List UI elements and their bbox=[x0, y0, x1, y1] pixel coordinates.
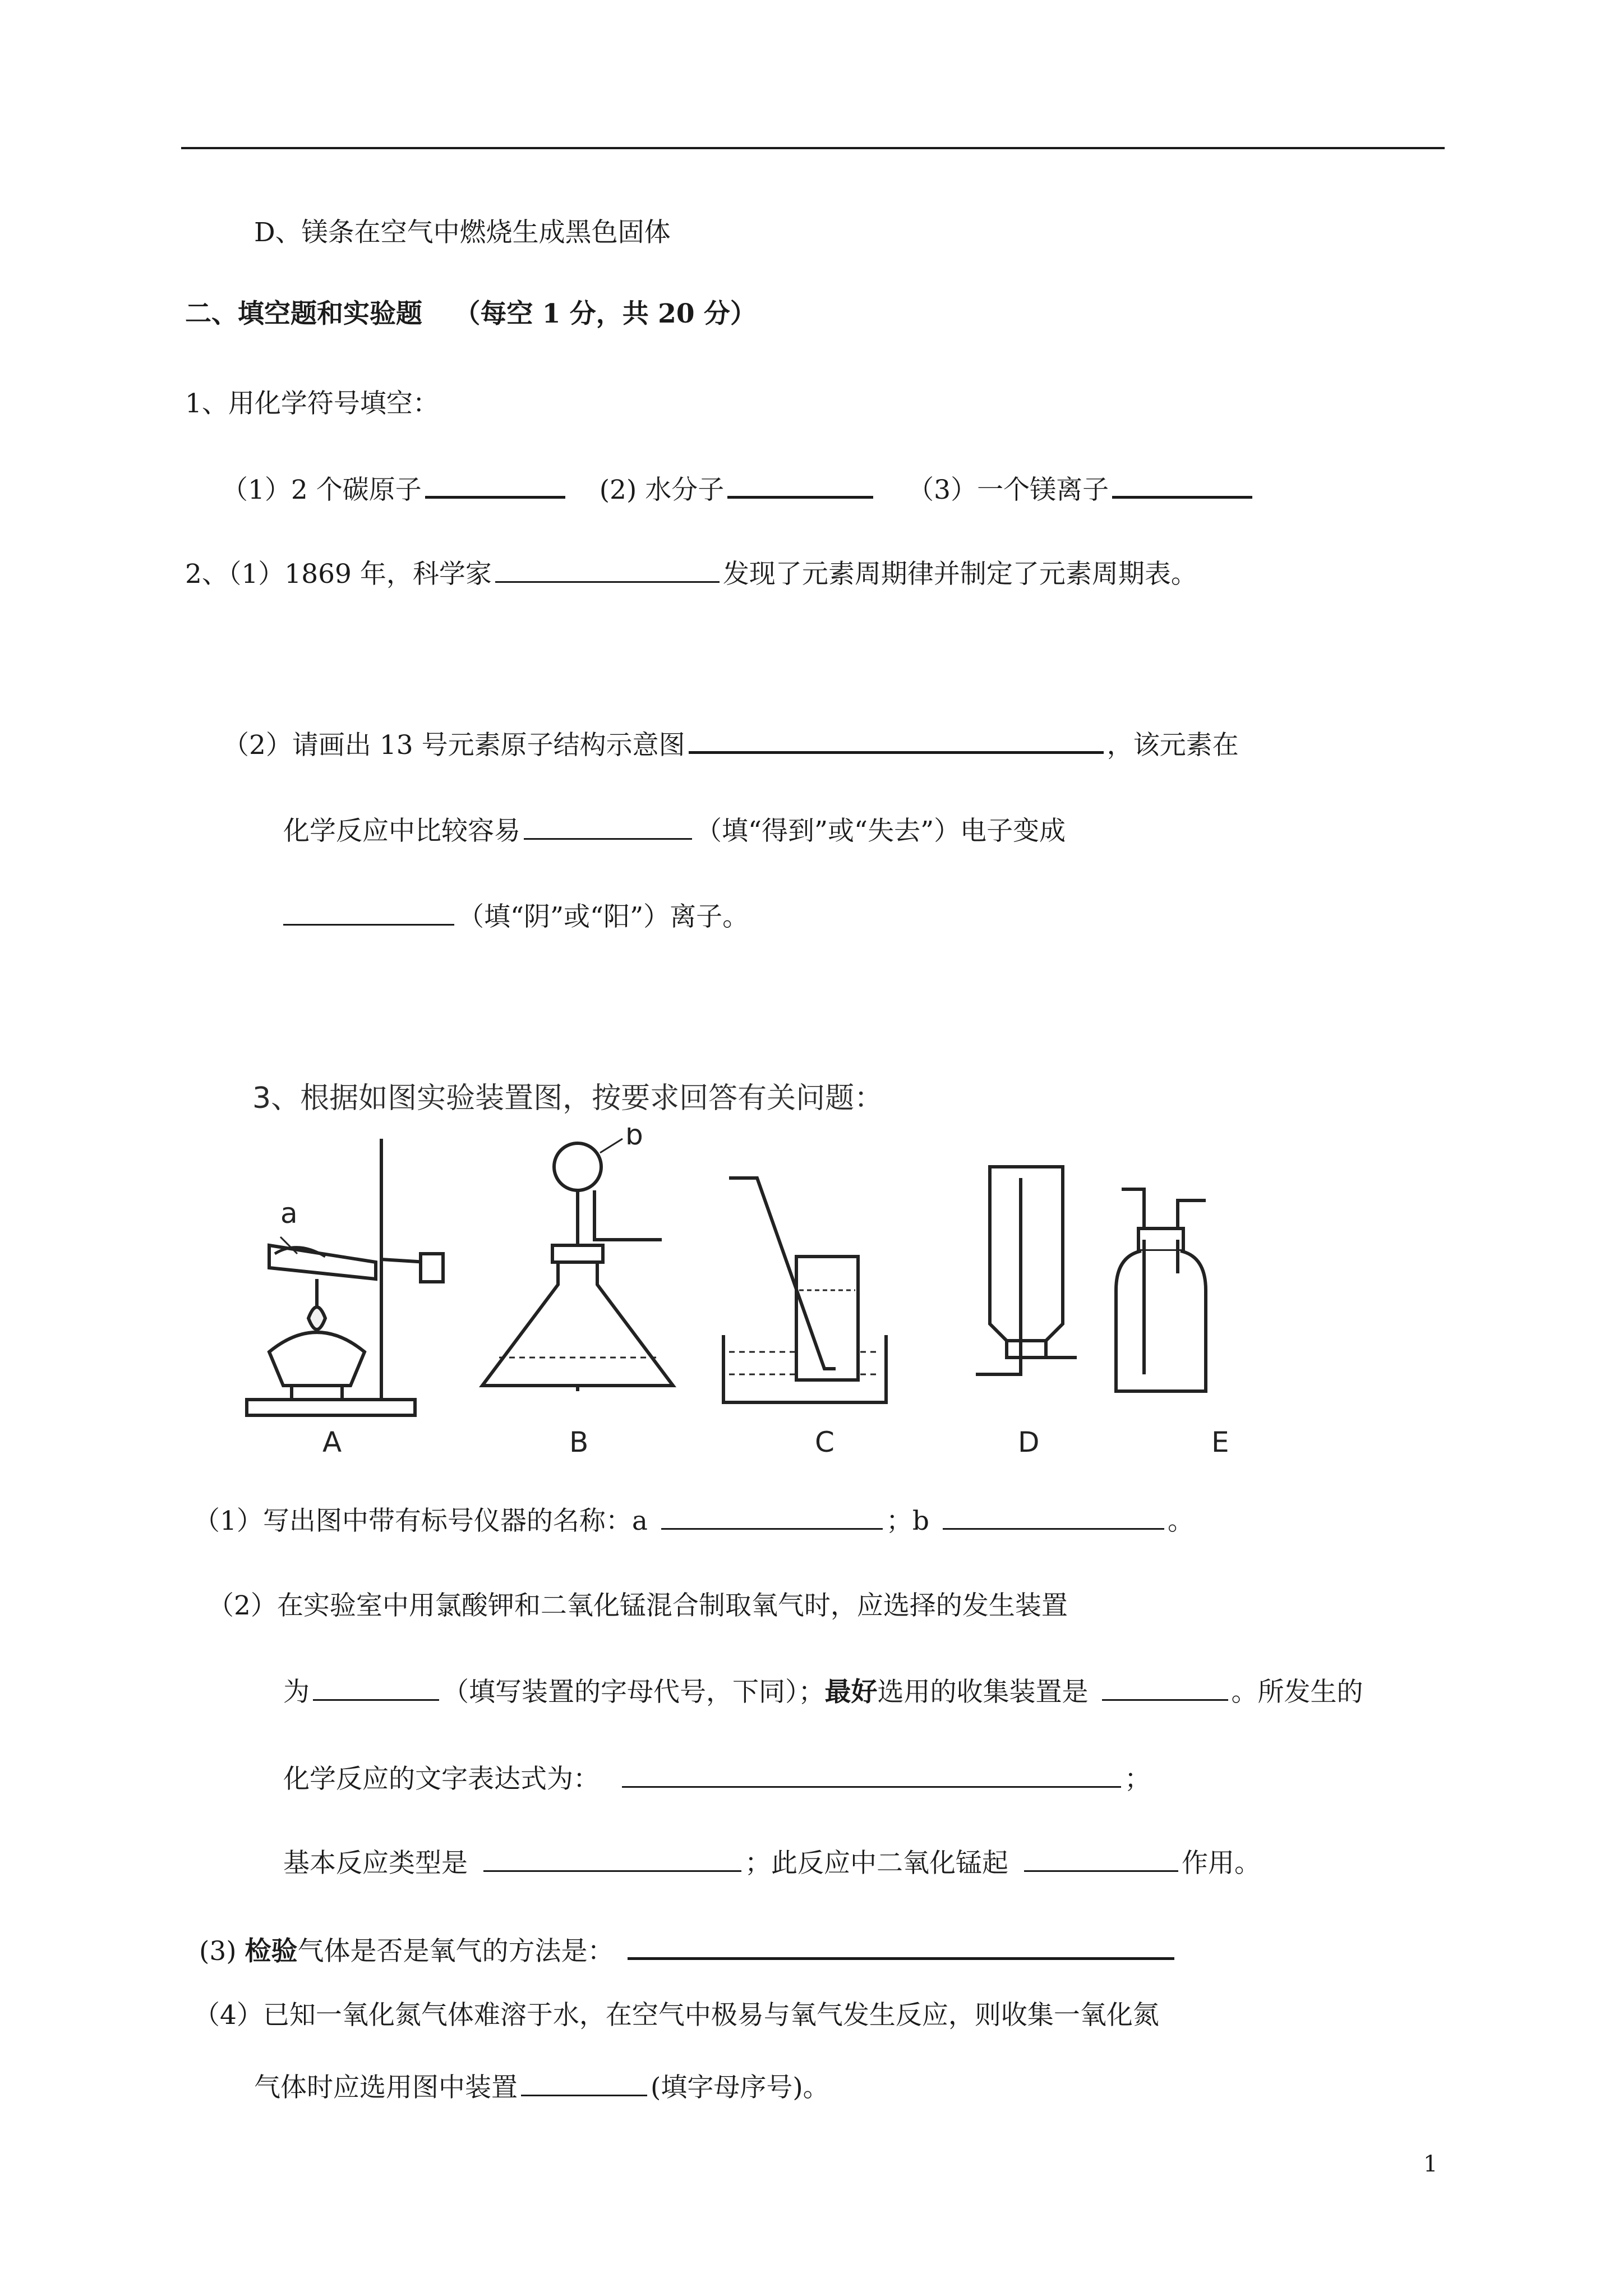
apparatus-a bbox=[247, 1139, 443, 1415]
q3-sub2-line3 bbox=[283, 1761, 1151, 1796]
section2-heading bbox=[185, 297, 757, 331]
q3-reaction-type-blank[interactable] bbox=[483, 1846, 741, 1872]
q3-sub3-bold: 检验 bbox=[245, 1936, 298, 1967]
q3-sub3-prefix: (3) bbox=[199, 1936, 245, 1967]
apparatus-label-a: A bbox=[322, 1426, 342, 1458]
q2-part3-prefix: 化学反应中比较容易 bbox=[283, 816, 520, 846]
q3-sub4-line1: （4）已知一氧化氮气体难溶于水，在空气中极易与氧气发生反应，则收集一氧化氮 bbox=[193, 2000, 1159, 2031]
q3-sub2-line3-label: 化学反应的文字表达式为： bbox=[283, 1764, 600, 1795]
q1-part3-blank[interactable] bbox=[1112, 471, 1252, 499]
label-b: b bbox=[625, 1128, 643, 1151]
q3-title: 3、根据如图实验装置图，按要求回答有关问题： bbox=[252, 1082, 884, 1115]
q2-scientist-blank[interactable] bbox=[495, 556, 720, 583]
q3-sub2-b: （填写装置的字母代号，下同）； bbox=[442, 1677, 825, 1708]
q3-sub1-end: 。 bbox=[1168, 1506, 1195, 1536]
q3-sub2-line4-c: 作用。 bbox=[1182, 1848, 1261, 1879]
q2-electron-blank[interactable] bbox=[524, 813, 692, 840]
q1-part2-label: (2) 水分子 bbox=[599, 475, 725, 505]
section2-score: （每空 1 分，共 20 分） bbox=[454, 298, 757, 329]
q3-sub2-line3-end: ； bbox=[1124, 1764, 1151, 1795]
q2-part4 bbox=[283, 899, 749, 934]
q3-sub2-c: 选用的收集装置是 bbox=[877, 1677, 1089, 1708]
q2-structure-blank[interactable] bbox=[689, 726, 1104, 754]
q2-part3 bbox=[283, 813, 1066, 848]
q2-ion-blank[interactable] bbox=[283, 899, 454, 926]
apparatus-label-d: D bbox=[1018, 1426, 1040, 1458]
q2-part3-suffix: （填“得到”或“失去”）电子变成 bbox=[695, 816, 1066, 846]
q3-sub2-line4-a: 基本反应类型是 bbox=[283, 1848, 468, 1879]
q3-sub3-rest: 气体是否是氧气的方法是： bbox=[297, 1936, 614, 1967]
q3-sub4-b: (填字母序号)。 bbox=[651, 2072, 829, 2103]
q3-sub3 bbox=[199, 1932, 1178, 1968]
q3-sub2-line4-b: ；此反应中二氧化锰起 bbox=[745, 1848, 1008, 1879]
apparatus-d bbox=[976, 1167, 1077, 1374]
apparatus-label-b: B bbox=[569, 1426, 589, 1458]
q3-collector-blank[interactable] bbox=[1102, 1674, 1228, 1701]
q3-sub2-d: 。所发生的 bbox=[1231, 1677, 1363, 1708]
q3-sub1-prefix: （1）写出图中带有标号仪器的名称：a bbox=[193, 1506, 648, 1536]
q2-part2-prefix: （2）请画出 13 号元素原子结构示意图 bbox=[223, 730, 685, 761]
q2-part2 bbox=[223, 726, 1239, 762]
q3-sub2-bold: 最好 bbox=[824, 1677, 878, 1708]
q3-no-collector-blank[interactable] bbox=[521, 2070, 647, 2096]
q3-b-name-blank[interactable] bbox=[943, 1503, 1164, 1530]
q1-part1-blank[interactable] bbox=[425, 471, 565, 499]
apparatus-figure bbox=[236, 1128, 1385, 1475]
apparatus-label-c: C bbox=[815, 1426, 834, 1458]
q3-sub2-line2 bbox=[283, 1674, 1363, 1709]
q3-generator-blank[interactable] bbox=[313, 1674, 439, 1701]
q1-title: 1、用化学符号填空： bbox=[185, 388, 439, 419]
q1-option-d: D、镁条在空气中燃烧生成黑色固体 bbox=[254, 217, 671, 248]
q3-sub1-mid: ；b bbox=[886, 1506, 930, 1536]
apparatus-c bbox=[723, 1178, 886, 1402]
q3-sub4-a: 气体时应选用图中装置 bbox=[254, 2072, 518, 2103]
apparatus-label-e: E bbox=[1211, 1426, 1229, 1458]
q3-catalyst-blank[interactable] bbox=[1024, 1846, 1178, 1872]
q2-part2-suffix: ，该元素在 bbox=[1106, 730, 1239, 761]
q3-sub1 bbox=[193, 1503, 1194, 1538]
q2-part1 bbox=[185, 556, 1197, 591]
label-a: a bbox=[280, 1197, 298, 1230]
q1-parts bbox=[222, 471, 1256, 507]
q1-part1-label: （1）2 个碳原子 bbox=[222, 475, 422, 505]
q3-a-name-blank[interactable] bbox=[661, 1503, 883, 1530]
apparatus-e bbox=[1116, 1189, 1206, 1391]
apparatus-b bbox=[482, 1139, 673, 1391]
section2-title: 二、填空题和实验题 bbox=[185, 298, 422, 329]
q3-sub4-line2 bbox=[254, 2070, 829, 2105]
q1-part3-label: （3）一个镁离子 bbox=[907, 475, 1109, 505]
q2-part1-prefix: 2、（1）1869 年，科学家 bbox=[185, 559, 492, 590]
header-rule bbox=[181, 147, 1445, 149]
q2-part4-suffix: （填“阴”或“阳”）离子。 bbox=[458, 901, 749, 932]
q2-part1-suffix: 发现了元素周期律并制定了元素周期表。 bbox=[722, 559, 1197, 590]
q3-sub2-line4 bbox=[283, 1846, 1261, 1880]
q3-sub2-a: 为 bbox=[283, 1677, 310, 1708]
q3-sub2-line1: （2）在实验室中用氯酸钾和二氧化锰混合制取氧气时，应选择的发生装置 bbox=[208, 1590, 1068, 1621]
q1-part2-blank[interactable] bbox=[727, 471, 873, 499]
page-number: 1 bbox=[1423, 2151, 1438, 2177]
q3-oxygen-test-blank[interactable] bbox=[628, 1932, 1174, 1960]
q3-equation-blank[interactable] bbox=[622, 1761, 1121, 1788]
